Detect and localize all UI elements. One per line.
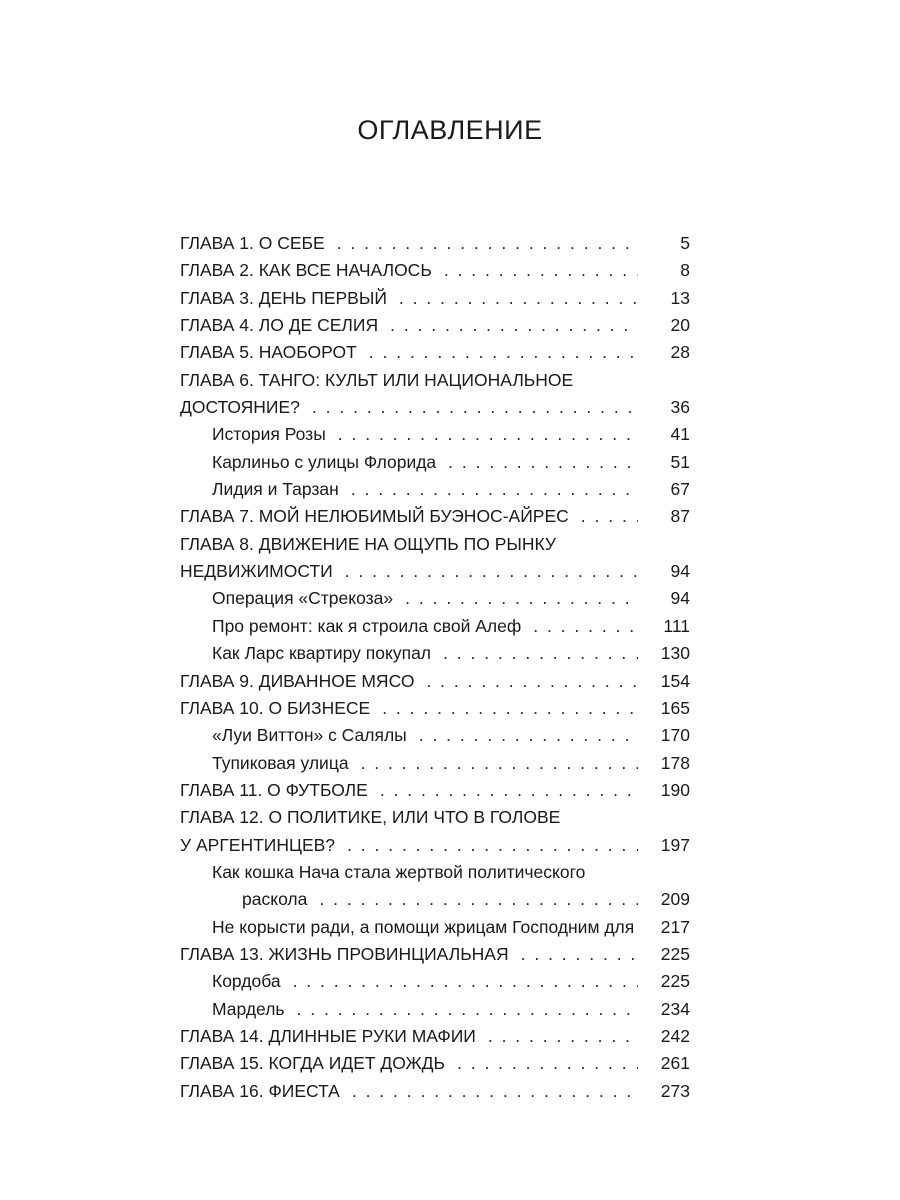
entry-page: 111 [663,615,690,636]
toc-entry[interactable] [180,531,690,558]
entry-label: ГЛАВА 11. О ФУТБОЛЕ [180,779,368,800]
dot-leader [581,503,638,530]
entry-page: 13 [670,287,690,308]
toc-entry[interactable] [180,367,690,394]
entry-label: Тупиковая улица [212,752,349,773]
dot-leader [443,640,638,667]
toc-entry[interactable] [180,1023,690,1050]
entry-page: 20 [670,315,690,336]
dot-leader [293,968,638,995]
entry-label: ГЛАВА 5. НАОБОРОТ [180,342,357,363]
entry-page: 28 [670,342,690,363]
entry-label: ГЛАВА 4. ЛО ДЕ СЕЛИЯ [180,315,379,336]
entry-label: Как кошка Нача стала жертвой политического [212,861,586,882]
entry-label: ГЛАВА 8. ДВИЖЕНИЕ НА ОЩУПЬ ПО РЫНКУ [180,533,557,554]
toc-entry[interactable] [180,558,690,585]
toc-entry[interactable] [180,449,690,476]
entry-page: 5 [680,233,690,253]
entry-page: 170 [660,725,690,746]
entry-page: 217 [660,916,690,937]
dot-leader [448,449,638,476]
entry-page: 197 [660,834,690,855]
entry-label: У АРГЕНТИНЦЕВ? [180,834,336,855]
entry-page: 273 [660,1080,690,1101]
entry-page: 261 [660,1053,690,1074]
toc-entry[interactable] [180,613,690,640]
entry-label: ГЛАВА 13. ЖИЗНЬ ПРОВИНЦИАЛЬНАЯ [180,943,509,964]
entry-label: ДОСТОЯНИЕ? [180,397,300,418]
toc-entry[interactable] [180,421,690,448]
entry-label: ГЛАВА 1. О СЕБЕ [180,233,325,253]
dot-leader [312,394,638,421]
entry-page: 225 [660,971,690,992]
dot-leader [444,257,638,284]
entry-page: 130 [660,643,690,664]
toc-entry[interactable] [180,914,690,941]
toc-entry[interactable] [180,312,690,339]
dot-leader [345,558,638,585]
dot-leader [361,750,638,777]
dot-leader [338,421,638,448]
dot-leader [521,941,638,968]
entry-label: раскола [242,889,308,910]
entry-page: 190 [660,779,690,800]
entry-label: Карлиньо с улицы Флорида [212,451,437,472]
toc-entry[interactable] [180,339,690,366]
entry-label: ГЛАВА 10. О БИЗНЕСЕ [180,697,371,718]
toc-entry[interactable] [180,859,690,886]
entry-page: 51 [670,451,690,472]
entry-label: ГЛАВА 15. КОГДА ИДЕТ ДОЖДЬ [180,1053,445,1074]
toc-entry[interactable] [180,1078,690,1105]
toc-entry[interactable] [180,996,690,1023]
page-title: ОГЛАВЛЕНИЕ [357,115,543,145]
entry-page: 67 [670,479,690,500]
entry-page: 209 [660,889,690,910]
entry-page: 94 [670,561,690,582]
toc-entry[interactable] [180,750,690,777]
toc-entry[interactable] [180,722,690,749]
dot-leader [533,613,638,640]
toc-entry[interactable] [180,777,690,804]
entry-page: 36 [670,397,690,418]
entry-label: Не корысти ради, а помощи жрицам Господним для [212,916,635,937]
toc-entry[interactable] [180,585,690,612]
dot-leader [337,230,638,257]
entry-page: 225 [660,943,690,964]
table-of-contents [180,230,690,1105]
toc-entry[interactable] [180,804,690,831]
entry-label: Мардель [212,998,285,1019]
dot-leader [405,585,638,612]
entry-label: «Луи Виттон» с Салялы [212,725,407,746]
toc-entry[interactable] [180,285,690,312]
dot-leader [319,886,638,913]
dot-leader [426,668,638,695]
dot-leader [369,339,638,366]
entry-label: История Розы [212,424,326,445]
dot-leader [380,777,638,804]
entry-label: Лидия и Тарзан [212,479,339,500]
entry-label: Кордоба [212,971,281,992]
entry-label: ГЛАВА 7. МОЙ НЕЛЮБИМЫЙ БУЭНОС-АЙРЕС [180,506,569,527]
dot-leader [382,695,638,722]
dot-leader [457,1050,638,1077]
dot-leader [399,285,638,312]
entry-page: 94 [670,588,690,609]
entry-page: 242 [660,1025,690,1046]
entry-page: 165 [660,697,690,718]
toc-entry[interactable] [180,968,690,995]
toc-entry[interactable] [180,230,690,257]
toc-entry[interactable] [180,1050,690,1077]
toc-entry[interactable] [180,668,690,695]
toc-entry[interactable] [180,941,690,968]
entry-label: Операция «Стрекоза» [212,588,394,609]
toc-entry[interactable] [180,394,690,421]
toc-entry[interactable] [180,886,690,913]
entry-label: ГЛАВА 9. ДИВАННОЕ МЯСО [180,670,415,691]
toc-entry[interactable] [180,640,690,667]
dot-leader [351,476,638,503]
entry-page: 8 [680,260,690,281]
entry-label: НЕДВИЖИМОСТИ [180,561,333,582]
dot-leader [419,722,638,749]
dot-leader [488,1023,638,1050]
entry-page: 41 [670,424,690,445]
entry-page: 234 [660,998,690,1019]
entry-label: ГЛАВА 12. О ПОЛИТИКЕ, ИЛИ ЧТО В ГОЛОВЕ [180,807,561,828]
toc-entry[interactable] [180,257,690,284]
entry-page: 87 [670,506,690,527]
dot-leader [390,312,638,339]
entry-label: ГЛАВА 6. ТАНГО: КУЛЬТ ИЛИ НАЦИОНАЛЬНОЕ [180,369,574,390]
entry-label: Как Ларс квартиру покупал [212,643,432,664]
entry-label: ГЛАВА 14. ДЛИННЫЕ РУКИ МАФИИ [180,1025,476,1046]
entry-label: ГЛАВА 2. КАК ВСЕ НАЧАЛОСЬ [180,260,432,281]
entry-page: 154 [660,670,690,691]
toc-entry[interactable] [180,503,690,530]
toc-entry[interactable] [180,695,690,722]
toc-entry[interactable] [180,476,690,503]
entry-label: ГЛАВА 16. ФИЕСТА [180,1080,340,1101]
entry-label: ГЛАВА 3. ДЕНЬ ПЕРВЫЙ [180,287,387,308]
entry-page: 178 [660,752,690,773]
toc-entry[interactable] [180,832,690,859]
entry-label: Про ремонт: как я строила свой Алеф [212,615,522,636]
dot-leader [352,1078,638,1105]
dot-leader [297,996,638,1023]
dot-leader [347,832,638,859]
